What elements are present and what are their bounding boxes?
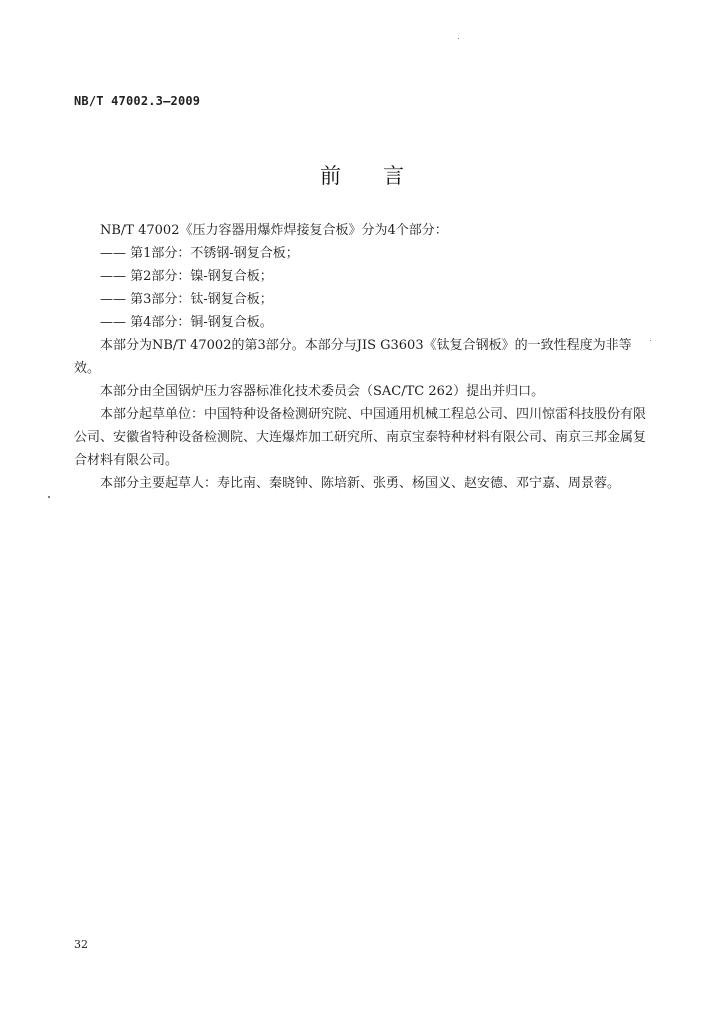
drafting-units: 本部分起草单位：中国特种设备检测研究院、中国通用机械工程总公司、四川惊雷科技股份有限公司、安徽省特种设备检测院、大连爆炸加工研究所、南京宝泰特种材料有限公司、南京三邦金属复合材料有限公司。 (74, 407, 647, 468)
standard-number: NB/T 47002.3—2009 (74, 94, 201, 108)
part-list-item: —— 第4部分：铜-钢复合板。 (100, 315, 273, 330)
scan-speck (650, 340, 651, 341)
scan-speck (48, 496, 50, 498)
part-list-item: —— 第1部分：不锈钢-钢复合板； (100, 246, 299, 261)
proposer-statement: 本部分由全国锅炉压力容器标准化技术委员会（SAC/TC 262）提出并归口。 (100, 384, 545, 399)
preface-body (74, 219, 650, 495)
page-number: 32 (74, 938, 88, 951)
relation-statement: 本部分为NB/T 47002的第3部分。本部分与JIS G3603《钛复合钢板》的一致性程度为非等效。 (74, 338, 632, 376)
drafters: 本部分主要起草人：寿比南、秦晓钟、陈培新、张勇、杨国义、赵安德、邓宁嘉、周景蓉。 (100, 476, 621, 491)
preface-intro: NB/T 47002《压力容器用爆炸焊接复合板》分为4个部分： (100, 223, 448, 238)
part-list-item: —— 第2部分：镍-钢复合板； (100, 269, 273, 284)
scan-speck (458, 38, 459, 39)
preface-title: 前言 (320, 164, 446, 188)
part-list-item: —— 第3部分：钛-钢复合板； (100, 292, 273, 307)
